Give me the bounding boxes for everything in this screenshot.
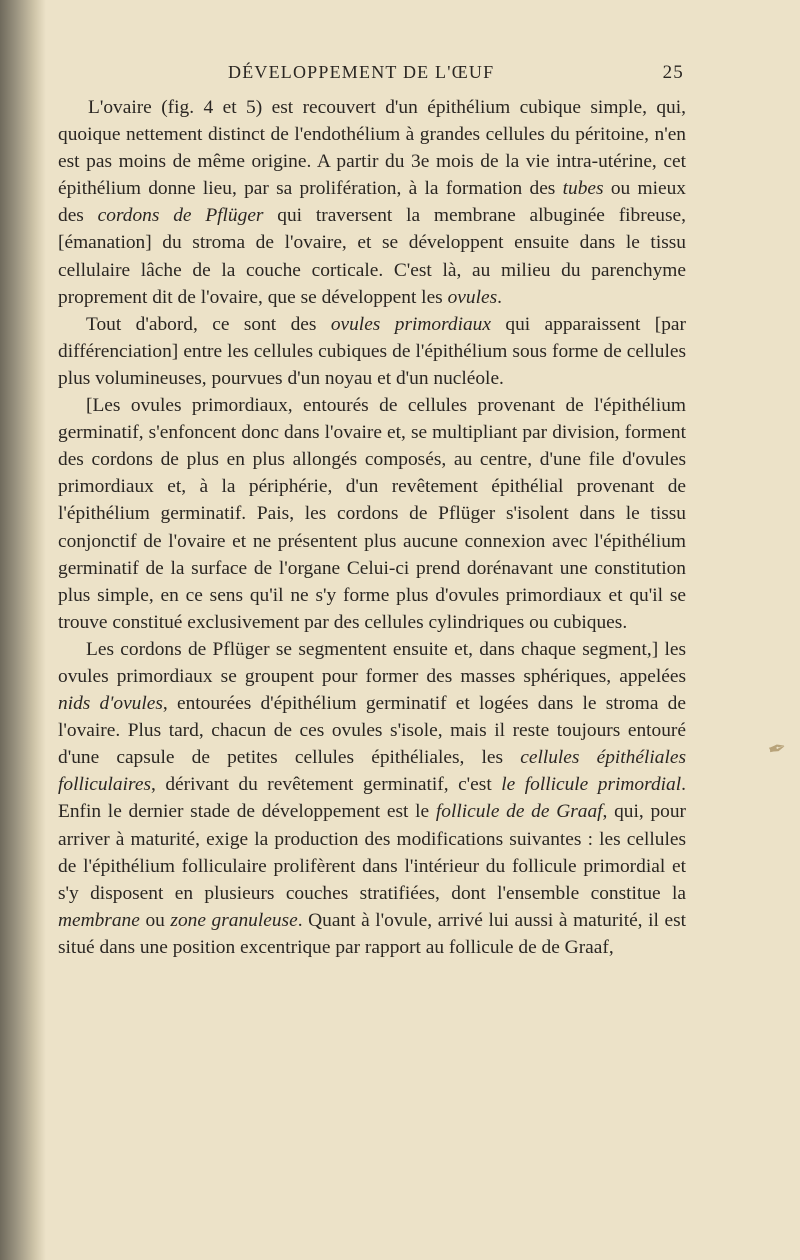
text-run: , dérivant du revêtement germinatif, c'est [151,774,502,796]
text-run: , entourées d'épithélium germinatif et logées dans le stroma de l'ovaire. Plus tard, chacun de ces ovules s'isole, mais il reste toujours entouré d'une capsule de petites cellules épithéliales, les [58,693,686,769]
italic-term: zone granuleuse [170,909,298,931]
page-number: 25 [662,62,684,83]
paragraph [58,94,686,311]
italic-term: cellules épithéliales folliculaires [58,747,686,796]
italic-term: ovules primordiaux [330,313,491,335]
italic-term: le follicule primordial [501,774,682,796]
text-run: [Les ovules primordiaux, entourés de cellules provenant de l'épithélium germinatif, s'enfoncent donc dans l'ovaire et, se multipliant par division, forment des cordons de plus en plus allongés composés, au centre, d'une file d'ovules primordiaux et, à la périphérie, d'un revêtement épithélial provenant de l'épithélium germinatif. Pais, les cordons de Pflüger s'isolent dans le tissu conjonctif de l'ovaire et ne présentent plus aucune connexion avec l'épithélium germinatif de la surface de l'organe Celui-ci prend dorénavant une constitution plus simple, en ce sens qu'il ne s'y forme plus d'ovules primordiaux et qu'il se trouve constitué exclusivement par des cellules cylindriques ou cubiques. [58,395,686,633]
italic-term: follicule de de Graaf [435,801,603,823]
margin-annotation-mark: ✒ [764,734,790,763]
running-title: DÉVELOPPEMENT DE L'ŒUF [228,62,495,82]
book-page [58,58,686,961]
binding-shadow [0,0,46,1260]
paragraph [58,311,686,392]
paragraph [58,392,686,636]
text-run: ou [139,909,171,931]
text-run: , qui, pour arriver à maturité, exige la production des modifications suivantes : les cellules de l'épithélium folliculaire prolifèrent dans l'intérieur du follicule primordial et s'y disposent en plusieurs couches stratifiées, dont l'ensemble constitue la [58,801,686,904]
running-head [58,58,686,88]
italic-term: ovules [447,286,498,308]
italic-term: tubes [562,178,604,200]
body-text [58,94,686,961]
text-run: Tout d'abord, ce sont des [86,313,331,335]
italic-term: cordons de Pflüger [97,205,264,227]
text-run: . [497,286,502,308]
paragraph [58,636,686,961]
text-run: ou mieux des [58,178,686,227]
text-run: qui apparaissent [par différenciation] entre les cellules cubiques de l'épithélium sous forme de cellules plus volumineuses, pourvues d'un noyau et d'un nucléole. [58,313,686,389]
text-run: Les cordons de Pflüger se segmentent ensuite et, dans chaque segment,] les ovules primordiaux se groupent pour former des masses sphériques, appelées [58,638,686,687]
text-run: qui traversent la membrane albuginée fibreuse, [émanation] du stroma de l'ovaire, et se développent ensuite dans le tissu cellulaire lâche de la couche corticale. C'est là, au milieu du parenchyme proprement dit de l'ovaire, que se développent les [58,205,687,308]
italic-term: nids d'ovules [58,693,163,715]
text-run: . Enfin le dernier stade de développement est le [58,774,686,823]
text-run: . Quant à l'ovule, arrivé lui aussi à maturité, il est situé dans une position excentrique par rapport au follicule de de Graaf, [58,909,687,958]
text-run: L'ovaire (fig. 4 et 5) est recouvert d'un épithélium cubique simple, qui, quoique nettement distinct de l'endothélium à grandes cellules du péritoine, n'en est pas moins de même origine. A partir du 3e mois de la vie intra-utérine, cet épithélium donne lieu, par sa prolifération, à la formation des [58,97,686,200]
italic-term: membrane [58,909,140,931]
